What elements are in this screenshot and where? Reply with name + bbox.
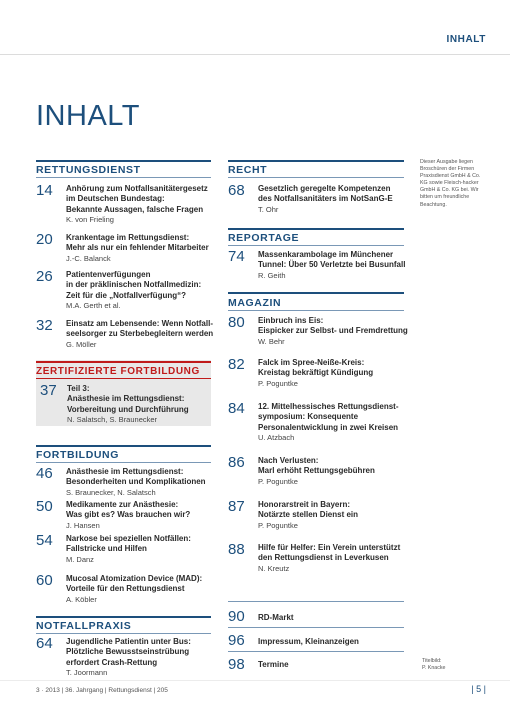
section-rule-bottom (228, 177, 404, 178)
section-rule-bottom (228, 310, 404, 311)
toc-title-termine[interactable]: Termine (258, 660, 289, 669)
toc-author: T. Joormann (66, 667, 108, 677)
toc-title: Medikamente zur Anästhesie: Was gibt es? Was brauchen wir? (66, 500, 191, 520)
toc-title: Jugendliche Patientin unter Bus: Plötzliche Bewusstseinstrübung erfordert Crash-Rettung (66, 637, 191, 667)
photo-credit-label: Titelbild: (422, 658, 442, 664)
section-heading-zertifizierte-fortbildung: ZERTIFIZIERTE FORTBILDUNG (36, 366, 200, 377)
divider (228, 627, 404, 628)
page-header (0, 0, 510, 54)
toc-page-number: 64 (36, 635, 53, 652)
toc-author: P. Poguntke (258, 378, 298, 388)
toc-author: N. Salatsch, S. Braunecker (67, 414, 158, 424)
toc-title-impressum[interactable]: Impressum, Kleinanzeigen (258, 637, 359, 646)
toc-page-number: 87 (228, 498, 245, 515)
section-rule-top (36, 160, 211, 162)
toc-page-number: 74 (228, 248, 245, 265)
section-rule-bottom (36, 378, 211, 379)
toc-title: Nach Verlusten: Marl erhöht Rettungsgebühren (258, 456, 375, 476)
section-rule-bottom (36, 177, 211, 178)
section-heading-fortbildung: FORTBILDUNG (36, 449, 120, 461)
toc-title: Anhörung zum Notfallsanitätergesetz im Deutschen Bundestag: Bekannte Aussagen, falsche Fragen (66, 184, 208, 214)
toc-page-number: 32 (36, 317, 53, 334)
toc-title: Einbruch ins Eis: Eispicker zur Selbst- und Fremdrettung (258, 316, 408, 336)
section-rule-top (228, 160, 404, 162)
toc-author: W. Behr (258, 336, 285, 346)
toc-title-rd-markt[interactable]: RD-Markt (258, 613, 294, 622)
toc-title: Einsatz am Lebensende: Wenn Notfall- seelsorger zu Sterbebegleitern werden (66, 319, 214, 339)
toc-page-number: 90 (228, 608, 245, 625)
toc-author: J.-C. Balanck (66, 253, 111, 263)
toc-page-number: 68 (228, 182, 245, 199)
toc-author: G. Möller (66, 339, 97, 349)
section-rule-bottom (36, 633, 211, 634)
section-rule-top (36, 361, 211, 363)
toc-author: T. Ohr (258, 204, 279, 214)
toc-title: Gesetzlich geregelte Kompetenzen des Notfallsanitäters im NotSanG-E (258, 184, 393, 204)
toc-title: Falck im Spree-Neiße-Kreis: Kreistag bekräftigt Kündigung (258, 358, 374, 378)
toc-title: Mucosal Atomization Device (MAD): Vorteile für den Rettungsdienst (66, 574, 203, 594)
section-rule-top (228, 228, 404, 230)
toc-title: Massenkarambolage im Münchener Tunnel: Über 50 Verletzte bei Busunfall (258, 250, 406, 270)
photo-credit-name: P. Knacke (422, 665, 446, 671)
toc-page-number: 54 (36, 532, 53, 549)
toc-author: M. Danz (66, 554, 94, 564)
toc-author: P. Poguntke (258, 476, 298, 486)
toc-author: P. Poguntke (258, 520, 298, 530)
footer-page-number: | 5 | (471, 684, 486, 694)
toc-page-number: 37 (40, 382, 57, 399)
toc-author: R. Geith (258, 270, 286, 280)
toc-author: U. Atzbach (258, 432, 295, 442)
toc-title: Hilfe für Helfer: Ein Verein unterstützt den Rettungsdienst in Leverkusen (258, 543, 401, 563)
toc-title: Honorarstreit in Bayern: Notärzte stellen Dienst ein (258, 500, 359, 520)
section-rule-bottom (36, 462, 211, 463)
toc-page-number: 50 (36, 498, 53, 515)
footer-divider (0, 680, 510, 681)
section-rule-top (228, 292, 404, 294)
toc-page-number: 84 (228, 400, 245, 417)
section-heading-rettungsdienst: RETTUNGSDIENST (36, 164, 141, 176)
section-heading-recht: RECHT (228, 164, 268, 176)
section-rule-top (36, 616, 211, 618)
toc-title: Teil 3: Anästhesie im Rettungsdienst: Vorbereitung und Durchführung (67, 384, 189, 414)
header-divider (0, 54, 510, 55)
toc-page-number: 60 (36, 572, 53, 589)
toc-author: S. Braunecker, N. Salatsch (66, 487, 156, 497)
section-heading-reportage: REPORTAGE (228, 232, 300, 244)
page-title: INHALT (36, 100, 140, 132)
toc-title: Narkose bei speziellen Notfällen: Fallstricke und Hilfen (66, 534, 191, 554)
section-heading-notfallpraxis: NOTFALLPRAXIS (36, 620, 132, 632)
toc-title: Anästhesie im Rettungsdienst: Besonderheiten und Komplikationen (66, 467, 206, 487)
section-rule-top (36, 445, 211, 447)
section-heading-magazin: MAGAZIN (228, 297, 282, 309)
toc-page-number: 82 (228, 356, 245, 373)
toc-page-number: 20 (36, 231, 53, 248)
toc-author: K. von Frieling (66, 214, 114, 224)
footer-issue-info: 3 · 2013 | 36. Jahrgang | Rettungsdienst | 205 (36, 687, 168, 694)
section-rule-bottom (228, 245, 404, 246)
toc-page-number: 88 (228, 541, 245, 558)
toc-page-number: 80 (228, 314, 245, 331)
sponsor-note: Dieser Ausgabe liegen Broschüren der Firmen Praxisdienst GmbH & Co. KG sowie Fleisch-hacker GmbH & Co. KG bei. Wir bitten um freundliche Beachtung. (420, 159, 481, 208)
toc-author: N. Kreutz (258, 563, 290, 573)
toc-author: A. Köbler (66, 594, 97, 604)
toc-author: J. Hansen (66, 520, 100, 530)
toc-page-number: 98 (228, 656, 245, 673)
toc-page-number: 86 (228, 454, 245, 471)
toc-page-number: 26 (36, 268, 53, 285)
divider (228, 601, 404, 602)
toc-title: Krankentage im Rettungsdienst: Mehr als nur ein fehlender Mitarbeiter (66, 233, 209, 253)
toc-title: 12. Mittelhessisches Rettungsdienst- symposium: Konsequente Personalentwicklung in zwei Kreisen (258, 402, 399, 432)
toc-title: Patientenverfügungen in der präklinischen Notfallmedizin: Zeit für die „Notfallverfügung“? (66, 270, 202, 300)
divider (228, 651, 404, 652)
header-section-label: INHALT (446, 34, 486, 45)
toc-page-number: 46 (36, 465, 53, 482)
toc-page-number: 14 (36, 182, 53, 199)
toc-page-number: 96 (228, 632, 245, 649)
photo-credit (422, 658, 445, 672)
toc-author: M.A. Gerth et al. (66, 300, 121, 310)
